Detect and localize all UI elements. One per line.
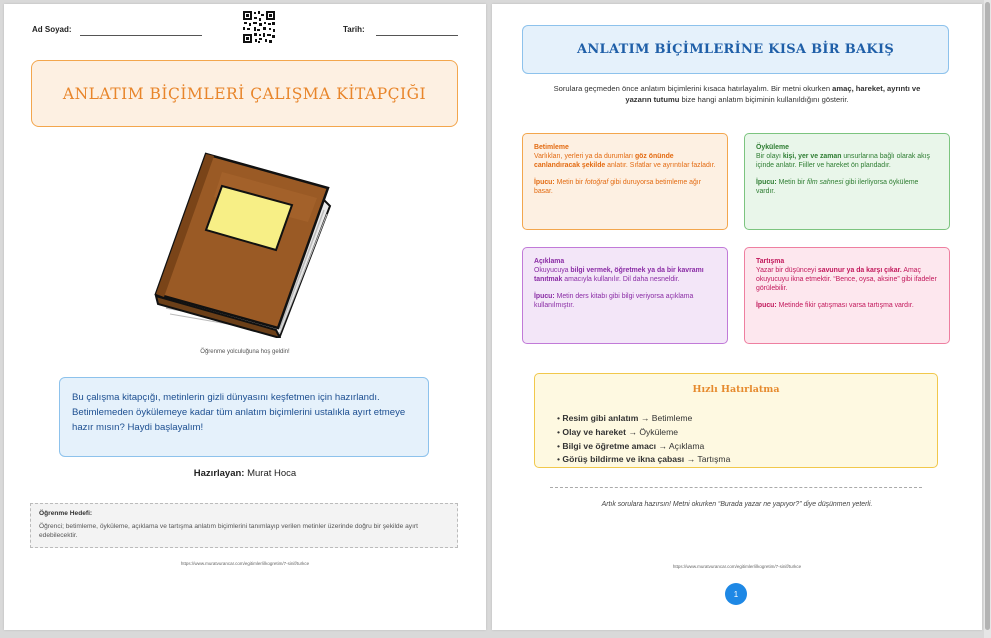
list-item: • Görüş bildirme ve ikna çabası → Tartışma	[557, 453, 730, 467]
date-line	[376, 35, 458, 36]
intro-box	[59, 377, 429, 457]
footer-url[interactable]: https://www.muratvurancar.com/egitimler/ilkogretim/7-sinif/turkce	[672, 564, 802, 569]
card-betimleme: Betimleme Varlıkları, yerleri ya da durumları göz önünde canlandıracak şekilde anlatır. Sıfatlar ve ayrıntılar fazladır. İpucu: Metin bir fotoğraf gibi duruyorsa betimleme ağır basar.	[522, 133, 728, 230]
intro-text: Bu çalışma kitapçığı, metinlerin gizli dünyasını keşfetmen için hazırlandı. Betimlemeden öykülemeye kadar tüm anlatım biçimlerini ustalıkla ayırt etmeye hazır mısın? Haydi başlayalım!	[72, 392, 406, 433]
card-oykuleme: Öyküleme Bir olayı kişi, yer ve zaman unsurlarına bağlı olarak akış içinde anlatır. Fiiller ve hareket ön plandadır. İpucu: Metin bir film sahnesi gibi ilerliyorsa öyküleme vardır.	[744, 133, 950, 230]
qr-code-icon	[242, 10, 276, 44]
card-title: Betimleme	[534, 144, 569, 151]
page-number-badge: 1	[725, 583, 747, 605]
card-tip: İpucu: Metin bir film sahnesi gibi ilerliyorsa öyküleme vardır.	[756, 179, 919, 195]
card-title: Tartışma	[756, 258, 785, 265]
quick-reminder-box	[534, 373, 938, 468]
worksheet-page-1	[4, 4, 486, 630]
card-title: Öyküleme	[756, 144, 789, 151]
card-title: Açıklama	[534, 258, 565, 265]
scrollbar-thumb[interactable]	[985, 2, 990, 630]
quick-reminder-title: Hızlı Hatırlatma	[692, 384, 780, 395]
learning-goal-box	[30, 503, 458, 548]
learning-goal-text: Öğrenci; betimleme, öyküleme, açıklama ve tartışma anlatım biçimlerini tanımlayıp verilen metinler üzerinde doğru bir şekilde ayırt edebilecektir.	[39, 523, 418, 539]
card-tip: İpucu: Metinde fikir çatışması varsa tartışma vardır.	[756, 302, 914, 309]
worksheet-title-box	[31, 60, 458, 127]
list-item: • Bilgi ve öğretme amacı → Açıklama	[557, 440, 730, 454]
prepared-label: Hazırlayan:	[193, 468, 245, 479]
intro-emphasis: amaç, hareket, ayrıntı ve yazarın tutumu	[625, 84, 921, 104]
scrollbar[interactable]	[984, 0, 991, 638]
date-label: Tarih:	[343, 25, 365, 34]
book-illustration	[152, 142, 338, 338]
name-line	[80, 35, 202, 36]
book-caption: Öğrenme yolculuğuna hoş geldin!	[200, 349, 290, 355]
overview-title-box	[522, 25, 949, 74]
name-label: Ad Soyad:	[32, 25, 72, 34]
list-item: • Olay ve hareket → Öyküleme	[557, 426, 730, 440]
divider	[550, 487, 922, 488]
card-tartisma: Tartışma Yazar bir düşünceyi savunur ya da karşı çıkar. Amaç okuyucuyu ikna etmektir. “Bence, oysa, aksine” gibi ifadeler görülebilir. İpucu: Metinde fikir çatışması varsa tartışma vardır.	[744, 247, 950, 344]
prepared-by	[4, 468, 486, 479]
card-tip: İpucu: Metin ders kitabı gibi bilgi veriyorsa açıklama kullanılmıştır.	[534, 293, 694, 309]
overview-title: ANLATIM BİÇİMLERİNE KISA BİR BAKIŞ	[576, 42, 895, 57]
list-item: • Resim gibi anlatım → Betimleme	[557, 412, 730, 426]
worksheet-page-2	[492, 4, 982, 630]
footer-url[interactable]: https://www.muratvurancar.com/egitimler/ilkogretim/7-sinif/turkce	[180, 561, 310, 566]
card-tip: İpucu: Metin bir fotoğraf gibi duruyorsa betimleme ağır basar.	[534, 179, 701, 195]
learning-goal-title: Öğrenme Hedefi:	[39, 510, 93, 517]
prepared-name: Murat Hoca	[247, 468, 297, 479]
card-aciklama: Açıklama Okuyucuya bilgi vermek, öğretmek ya da bir kavramı tanıtmak amacıyla kullanılır. Dil daha nesneldir. İpucu: Metin ders kitabı gibi bilgi veriyorsa açıklama kullanılmıştır.	[522, 247, 728, 344]
closing-note: Artık sorulara hazırsın! Metni okurken “Burada yazar ne yapıyor?” diye düşünmen yeterli.	[601, 501, 873, 508]
worksheet-title: ANLATIM BİÇİMLERİ ÇALIŞMA KİTAPÇIĞI	[62, 84, 427, 103]
reminder-list	[557, 412, 730, 467]
overview-intro: Sorulara geçmeden önce anlatım biçimlerini kısaca hatırlayalım. Bir metni okurken amaç, hareket, ayrıntı ve yazarın tutumu bize hangi anlatım biçiminin kullanıldığını gösterir.	[553, 84, 921, 104]
